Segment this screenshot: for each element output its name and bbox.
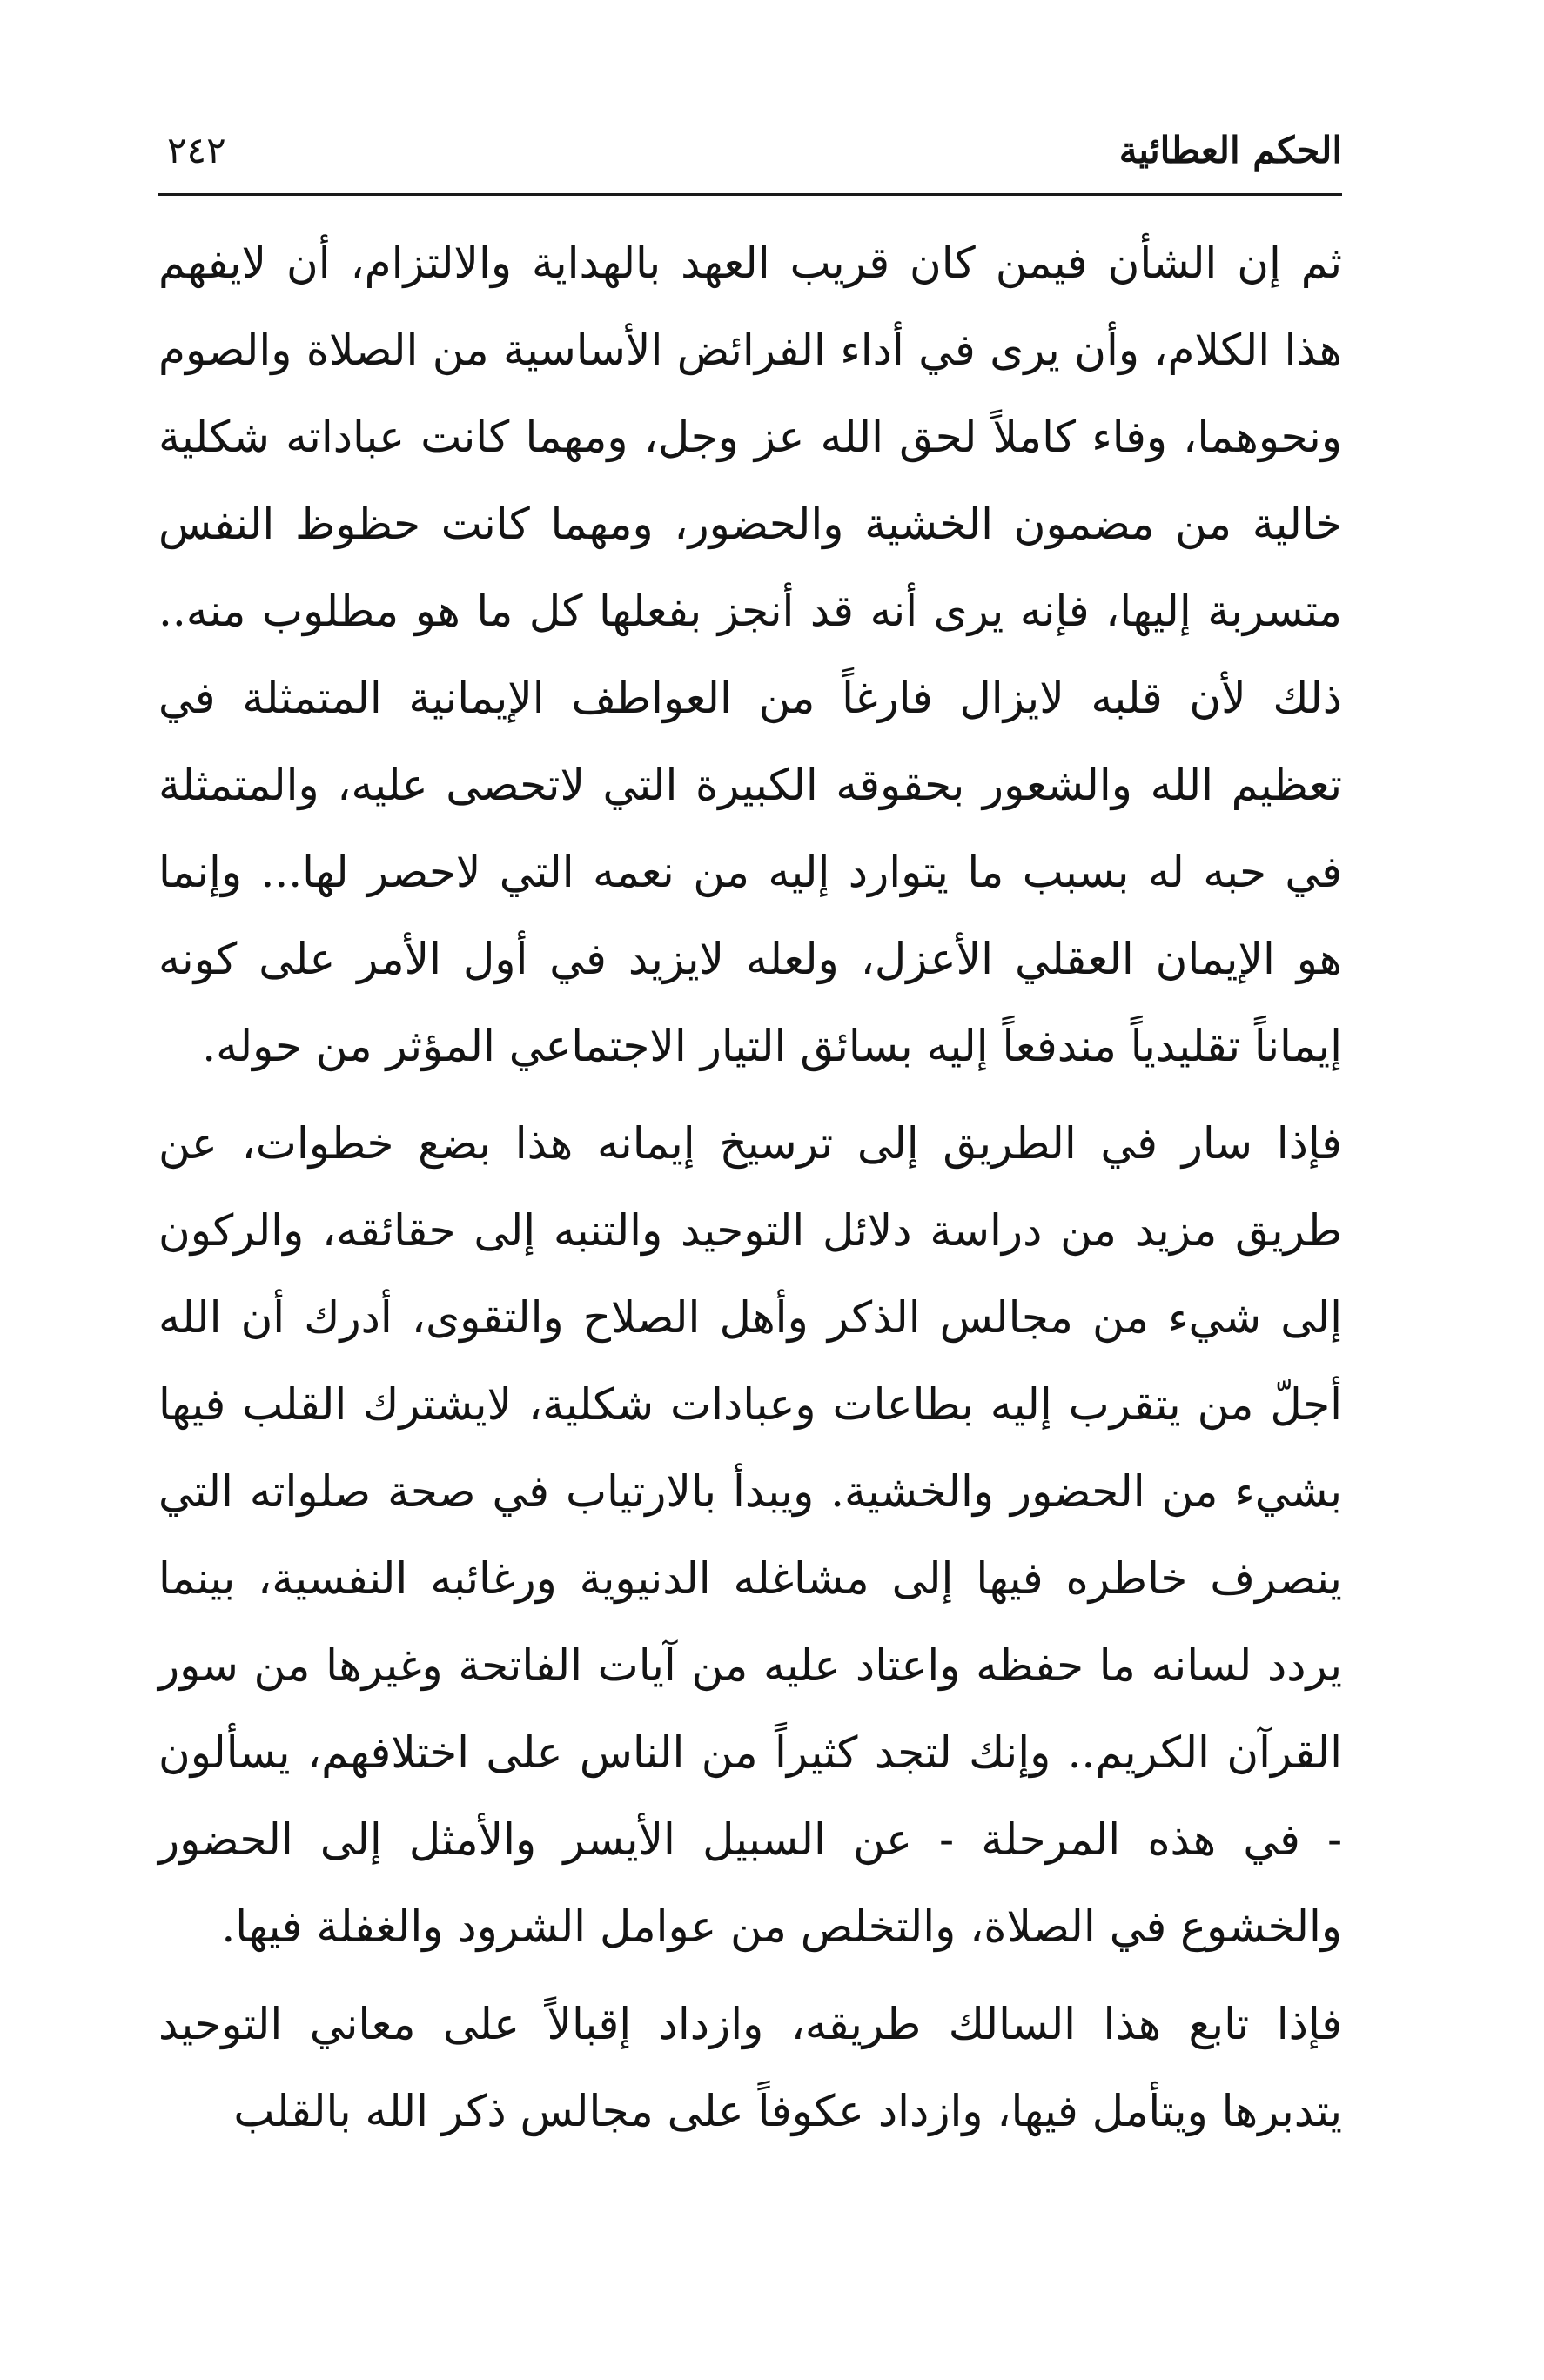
text-line: والشعور بحقوقه الكبيرة التي لاتحصى عليه، والمتمثلة في حبه له بسبب [158, 760, 1342, 897]
text-line: يتدبرها ويتأمل فيها، وازداد عكوفاً على مجالس ذكر الله بالقلب [233, 2086, 1342, 2136]
body-text [158, 219, 1342, 2155]
text-line: ثم إن الشأن فيمن كان قريب العهد بالهداية والالتزام، أن لايفهم [158, 238, 1342, 288]
text-line: والتخلص من عوامل الشرود والغفلة فيها. [221, 1901, 957, 1952]
page-number: ٢٤٢ [167, 129, 226, 171]
text-line: وإنك لتجد كثيراً من الناس على اختلافهم، يسألون - في هذه المرحلة [158, 1727, 1342, 1865]
text-line: فإذا تابع هذا السالك طريقه، وازداد إقبالاً على معاني التوحيد [158, 1999, 1342, 2049]
text-line: الأعزل، ولعله لايزيد في أول الأمر على كونه إيماناً تقليدياً مندفعاً إليه [158, 934, 1342, 1071]
paragraph [158, 1100, 1342, 1970]
text-line: هذا الكلام، وأن يرى في أداء الفرائض الأساسية من الصلاة والصوم [158, 325, 1342, 375]
text-line: خالية من مضمون الخشية والحضور، ومهما كانت حظوظ النفس [158, 499, 1342, 549]
page-header [158, 120, 1342, 191]
text-line: ما يتوارد إليه من نعمه التي لاحصر لها... وإنما هو الإيمان العقلي [158, 847, 1342, 984]
text-line: ذلك لأن قلبه لايزال فارغاً من العواطف الإيمانية المتمثلة في تعظيم الله [158, 673, 1342, 810]
text-line: حفظه واعتاد عليه من آيات الفاتحة وغيرها من سور القرآن الكريم.. [158, 1640, 1342, 1778]
text-line: - عن السبيل الأيسر والأمثل إلى الحضور والخشوع في الصلاة، [158, 1814, 1342, 1952]
text-line: بسائق التيار الاجتماعي المؤثر من حوله. [202, 1021, 913, 1071]
text-line: ونحوهما، وفاء كاملاً لحق الله عز وجل، ومهما كانت عباداته شكلية [158, 412, 1342, 462]
text-line: من مجالس الذكر وأهل الصلاح والتقوى، أدرك أن الله أجلّ من [158, 1292, 1342, 1430]
text-line: الحضور والخشية. ويبدأ بالارتياب في صحة صلواته التي ينصرف [158, 1466, 1342, 1604]
text-line: يتقرب إليه بطاعات وعبادات شكلية، لايشترك القلب فيها بشيء من [158, 1379, 1342, 1517]
running-title: الحكم العطائية [1118, 129, 1342, 171]
text-line: فإذا سار في الطريق إلى ترسيخ إيمانه هذا بضع خطوات، عن طريق [158, 1118, 1342, 1256]
text-line: متسربة إليها، فإنه يرى أنه قد أنجز بفعلها كل ما هو مطلوب منه.. [158, 586, 1342, 636]
header-rule [158, 193, 1342, 196]
text-line: خاطره فيها إلى مشاغله الدنيوية ورغائبه النفسية، بينما يردد لسانه ما [158, 1553, 1342, 1691]
text-line: مزيد من دراسة دلائل التوحيد والتنبه إلى حقائقه، والركون إلى شيء [158, 1205, 1342, 1343]
paragraph [158, 219, 1342, 1089]
paragraph [158, 1981, 1342, 2155]
